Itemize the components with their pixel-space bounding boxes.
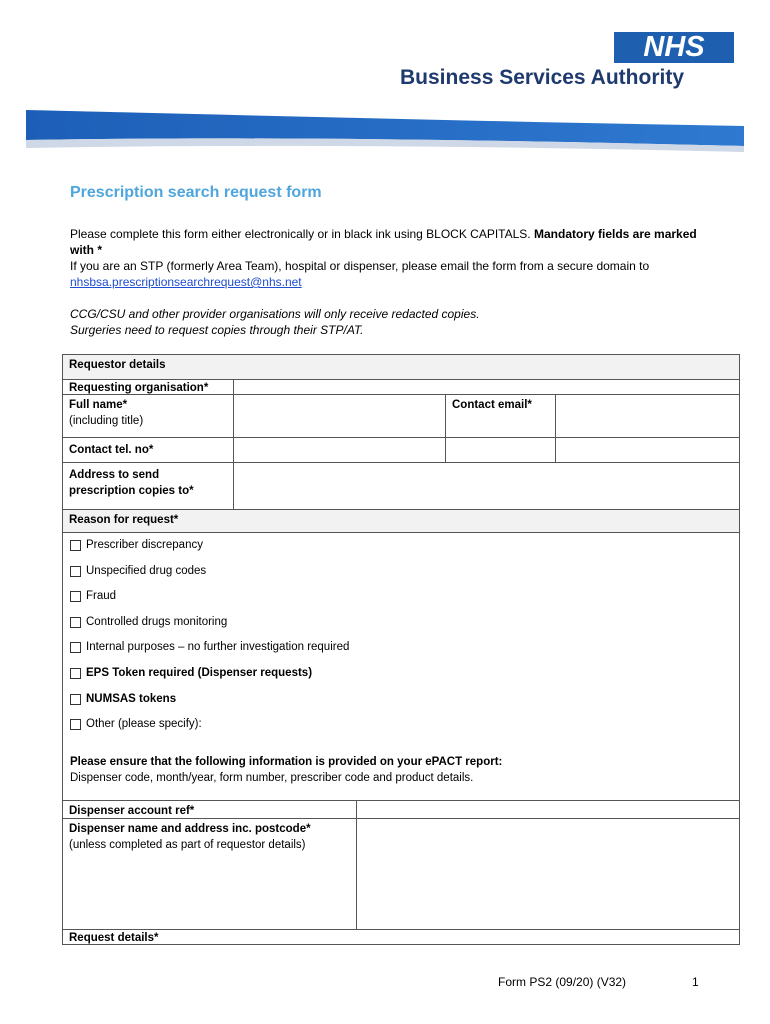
reason-option[interactable]	[70, 718, 202, 730]
checkbox[interactable]	[70, 566, 81, 577]
dispenser-account-input[interactable]	[356, 800, 740, 819]
reason-option-label: Controlled drugs monitoring	[86, 616, 228, 628]
full-name-input[interactable]	[233, 394, 446, 438]
reason-option[interactable]	[70, 667, 312, 679]
contact-tel-input[interactable]	[233, 437, 446, 463]
nhs-logo: NHS	[614, 32, 734, 63]
dispenser-name-input[interactable]	[356, 818, 740, 930]
request-details-text: Request details*	[69, 932, 159, 944]
contact-email-input[interactable]	[555, 394, 740, 438]
requesting-org-input[interactable]	[233, 379, 740, 395]
reason-option[interactable]	[70, 641, 349, 653]
reason-option-label: Fraud	[86, 590, 117, 602]
notes	[70, 306, 710, 338]
checkbox[interactable]	[70, 617, 81, 628]
email-link[interactable]: nhsbsa.prescriptionsearchrequest@nhs.net	[70, 275, 302, 289]
contact-tel-spacer	[445, 437, 556, 463]
contact-tel-label	[62, 437, 234, 463]
reason-section-header	[62, 509, 740, 533]
dispenser-name-label	[62, 818, 357, 930]
dispenser-name-text: Dispenser name and address inc. postcode*	[69, 823, 311, 835]
intro-line-2: If you are an STP (formerly Area Team), hospital or dispenser, please email the form from a secure domain to	[70, 259, 650, 273]
intro-line-1: Please complete this form either electronically or in black ink using BLOCK CAPITALS.	[70, 227, 534, 241]
request-details-label	[62, 929, 740, 945]
address-label	[62, 462, 234, 510]
contact-tel-spacer-2	[555, 437, 740, 463]
full-name-label	[62, 394, 234, 438]
form-reference: Form PS2 (09/20) (V32)	[498, 975, 627, 989]
full-name-text: Full name*	[69, 399, 128, 411]
dispenser-account-text: Dispenser account ref*	[69, 805, 195, 817]
reason-section-title: Reason for request*	[69, 514, 179, 526]
mandatory-note: Mandatory fields are marked with *	[70, 227, 697, 257]
dispenser-account-label	[62, 800, 357, 819]
checkbox[interactable]	[70, 694, 81, 705]
dispenser-name-subtext: (unless completed as part of requestor details)	[69, 839, 306, 851]
checkbox[interactable]	[70, 668, 81, 679]
address-text-2: prescription copies to*	[69, 485, 194, 497]
checkbox[interactable]	[70, 642, 81, 653]
checkbox[interactable]	[70, 591, 81, 602]
reason-option[interactable]	[70, 539, 203, 551]
reason-option-label: Internal purposes – no further investigation required	[86, 641, 350, 653]
intro-text	[70, 226, 710, 290]
requestor-section-header	[62, 354, 740, 380]
note-surgeries: Surgeries need to request copies through their STP/AT.	[70, 323, 364, 337]
epact-heading: Please ensure that the following information is provided on your ePACT report:	[70, 756, 503, 768]
reason-option[interactable]	[70, 616, 227, 628]
reason-option-label: Prescriber discrepancy	[86, 539, 203, 551]
epact-info	[70, 754, 502, 786]
reason-option-label: NUMSAS tokens	[86, 693, 177, 705]
contact-tel-text: Contact tel. no*	[69, 444, 154, 456]
form-title: Prescription search request form	[70, 184, 322, 201]
requesting-org-label	[62, 379, 234, 395]
header-swoosh-graphic	[0, 100, 770, 160]
address-input[interactable]	[233, 462, 740, 510]
checkbox[interactable]	[70, 540, 81, 551]
reason-option[interactable]	[70, 590, 116, 602]
page-number: 1	[692, 975, 699, 989]
contact-email-text: Contact email*	[452, 399, 532, 411]
requestor-section-title: Requestor details	[69, 359, 166, 371]
requesting-org-text: Requesting organisation*	[69, 382, 209, 394]
full-name-subtext: (including title)	[69, 415, 144, 427]
reason-option-label: EPS Token required (Dispenser requests)	[86, 667, 313, 679]
note-redacted: CCG/CSU and other provider organisations will only receive redacted copies.	[70, 307, 480, 321]
epact-detail: Dispenser code, month/year, form number, prescriber code and product details.	[70, 772, 474, 784]
reason-option-label: Unspecified drug codes	[86, 565, 207, 577]
reason-option[interactable]	[70, 565, 206, 577]
organisation-name: Business Services Authority	[400, 66, 684, 89]
reason-option[interactable]	[70, 693, 176, 705]
reason-option-label: Other (please specify):	[86, 718, 202, 730]
checkbox[interactable]	[70, 719, 81, 730]
contact-email-label	[445, 394, 556, 438]
address-text-1: Address to send	[69, 469, 160, 481]
